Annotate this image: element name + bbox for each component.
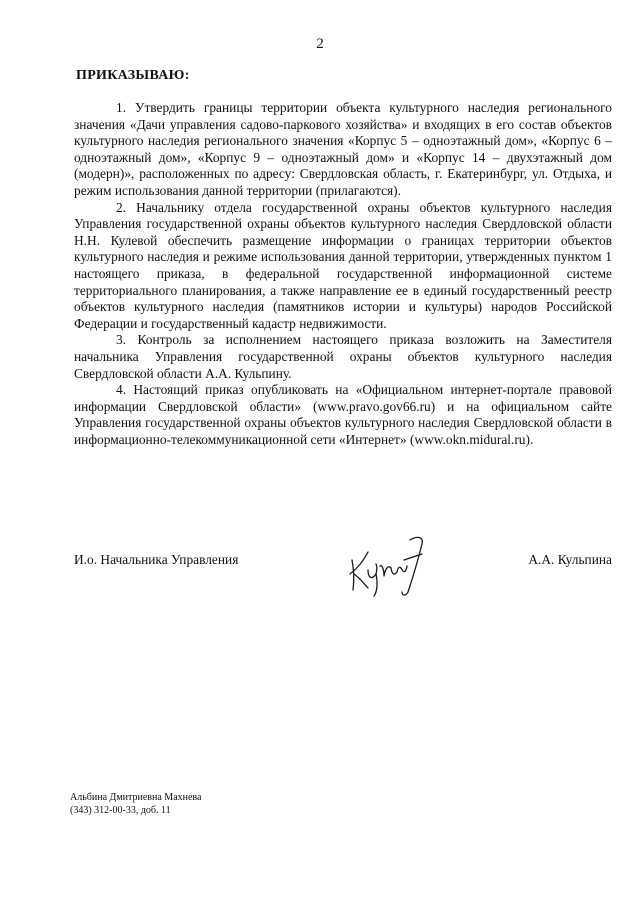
order-heading: ПРИКАЗЫВАЮ: <box>76 68 190 83</box>
order-paragraph-1: 1. Утвердить границы территории объекта культурного наследия регионального значения «Дачи управления садово-паркового хозяйства» и входящих в его состав объектов культурного наследия регионального значения «Корпус 5 – одноэтажный дом», «Корпус 6 – одноэтажный дом», «Корпус 9 – одноэтажный дом» и «Корпус 14 – двухэтажный дом (модерн)», расположенных по адресу: Свердловская область, г. Екатеринбург, ул. Отдыха, и режим использования данной территории (прилагаются). <box>74 100 612 198</box>
order-paragraph-2: 2. Начальнику отдела государственной охраны объектов культурного наследия Управления государственной охраны объектов культурного наследия Свердловской области Н.Н. Кулевой обеспечить размещение информации о границах территории объектов культурного наследия и режиме использования данной территории, утвержденных пунктом 1 настоящего приказа, в федеральной государственной информационной системе территориального планирования, а также направление ее в единый государственный реестр объектов культурного наследия (памятников истории и культуры) народов Российской Федерации и государственный кадастр недвижимости. <box>74 199 612 331</box>
page-number: 2 <box>316 36 324 52</box>
handwritten-signature <box>344 530 434 600</box>
executor-name: Альбина Дмитриевна Махнева <box>70 792 202 803</box>
order-paragraph-3: 3. Контроль за исполнением настоящего приказа возложить на Заместителя начальника Управления государственной охраны объектов культурного наследия Свердловской области А.А. Кульпину. <box>74 332 612 381</box>
order-paragraph-4: 4. Настоящий приказ опубликовать на «Официальном интернет-портале правовой информации Свердловской области» (www.pravo.gov66.ru) и на официальном сайте Управления государственной охраны объектов культурного наследия Свердловской области в информационно-телекоммуникационной сети «Интернет» (www.okn.midural.ru). <box>74 382 612 447</box>
executor-info <box>70 791 201 817</box>
executor-phone: (343) 312-00-33, доб. 11 <box>70 805 171 816</box>
order-body <box>74 100 612 448</box>
signatory-name: А.А. Кульпина <box>528 552 612 567</box>
signature-block <box>74 530 612 600</box>
signatory-position: И.о. Начальника Управления <box>74 552 239 567</box>
